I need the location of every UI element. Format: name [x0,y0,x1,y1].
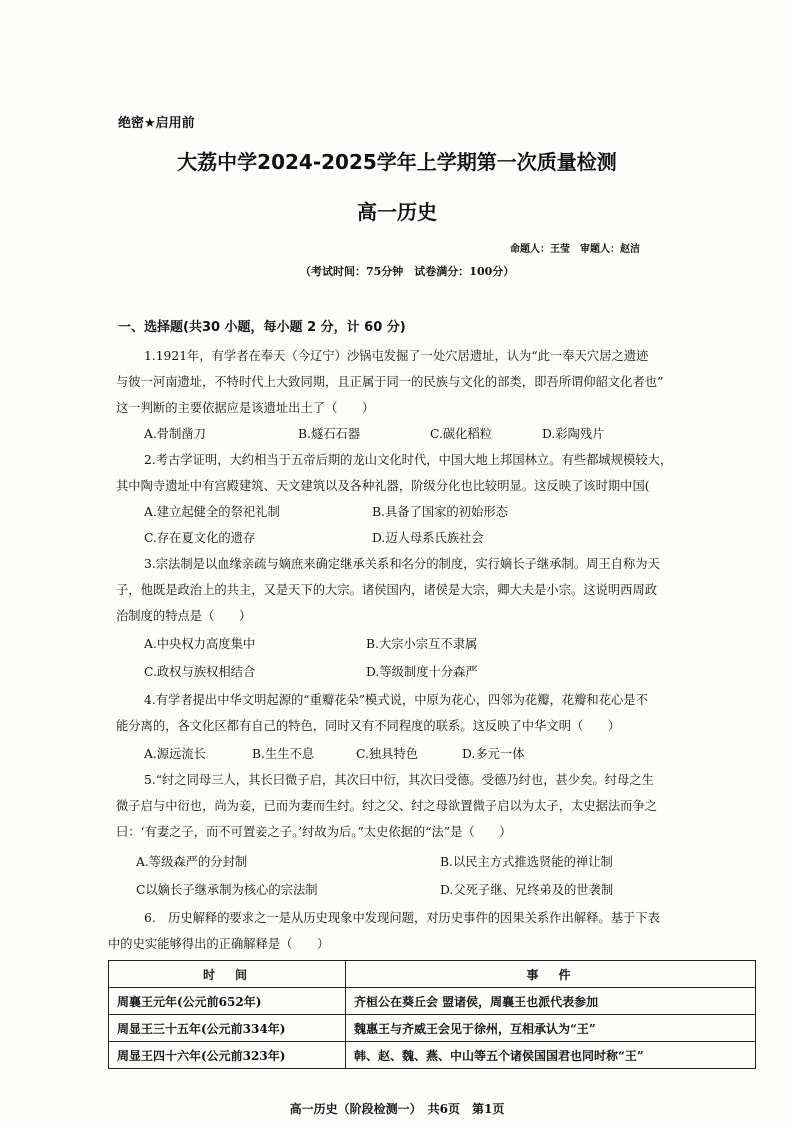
q3-option-a: A.中央权力高度集中 [144,637,256,651]
table-header-time: 时 间 [109,961,346,988]
table-row [109,988,756,1015]
q4-option-d: D.多元一体 [462,747,525,761]
table-row [109,1042,756,1069]
q5-option-c: C以嫡长子继承制为核心的宗法制 [136,883,318,897]
table-cell-time: 周显王三十五年(公元前334年) [109,1015,346,1042]
exam-time-info: （考试时间：75分钟 试卷满分：100分） [300,265,515,278]
table-header-row [109,961,756,988]
q2-line-1: 2.考古学证明，大约相当于五帝后期的龙山文化时代，中国大地上邦国林立。有些都城规模较大， [144,453,673,467]
q5-option-b: B.以民主方式推选贤能的禅让制 [440,855,613,869]
table-cell-event: 韩、赵、魏、燕、中山等五个诸侯国国君也同时称“王” [346,1042,756,1069]
q5-line-1: 5.“纣之同母三人，其长曰微子启，其次曰中衍，其次曰受德。受德乃纣也，甚少矣。纣母之生 [144,773,654,787]
q1-option-b: B.燧石石器 [298,427,361,441]
q4-line-1: 4.有学者提出中华文明起源的“重瓣花朵”模式说，中原为花心，四邻为花瓣，花瓣和花心是不 [144,693,648,707]
q4-option-a: A.源远流长 [144,747,206,761]
table-cell-time: 周襄王元年(公元前652年) [109,988,346,1015]
q3-line-1: 3.宗法制是以血缘亲疏与嫡庶来确定继承关系和名分的制度，实行嫡长子继承制。周王自称为天 [144,557,660,571]
q2-line-2: 其中陶寺遗址中有宫殿建筑、天文建筑以及各种礼器，阶级分化也比较明显。这反映了该时期中国( [116,479,650,493]
events-table [108,960,756,1069]
table-cell-event: 齐桓公在葵丘会 盟诸侯，周襄王也派代表参加 [346,988,756,1015]
q1-line-1: 1.1921年，有学者在奉天（今辽宁）沙锅屯发掘了一处穴居遗址，认为“此一奉天穴居之遗迹 [144,349,649,363]
q1-option-a: A.骨制凿刀 [144,427,206,441]
q3-line-3: 治制度的特点是（ ） [116,609,252,623]
q4-line-2: 能分离的，各文化区都有自己的特色，同时又有不同程度的联系。这反映了中华文明（ ） [116,719,621,733]
q1-option-c: C.碳化稻粒 [430,427,493,441]
q1-option-d: D.彩陶残片 [542,427,605,441]
table-row [109,1015,756,1042]
q6-line-1: 6. 历史解释的要求之一是从历史现象中发现问题，对历史事件的因果关系作出解释。基于下表 [144,911,660,925]
q3-option-c: C.政权与族权相结合 [144,665,256,679]
q4-option-c: C.独具特色 [356,747,419,761]
q5-line-2: 微子启与中衍也，尚为妾，已而为妻而生纣。纣之父、纣之母欲置微子启以为太子，太史据法而争之 [116,799,658,813]
q5-option-d: D.父死子继、兄终弟及的世袭制 [440,883,614,897]
q2-option-a: A.建立起健全的祭祀礼制 [144,505,280,519]
exam-subject: 高一历史 [357,200,437,224]
exam-title: 大荔中学2024-2025学年上学期第一次质量检测 [177,150,617,174]
table-cell-time: 周显王四十六年(公元前323年) [109,1042,346,1069]
table-cell-event: 魏惠王与齐威王会见于徐州，互相承认为“王” [346,1015,756,1042]
q5-option-a: A.等级森严的分封制 [136,855,248,869]
q2-option-c: C.存在夏文化的遗存 [144,531,256,545]
q1-line-3: 这一判断的主要依据应是该遗址出土了（ ） [116,401,375,415]
q4-option-b: B.生生不息 [252,747,315,761]
q2-option-b: B.具备了国家的初始形态 [372,505,508,519]
table-header-event: 事 件 [346,961,756,988]
q3-option-b: B.大宗小宗互不隶属 [366,637,478,651]
q6-line-2: 中的史实能够得出的正确解释是（ ） [108,937,330,951]
q3-line-2: 子，他既是政治上的共主，又是天下的大宗。诸侯国内，诸侯是大宗，卿大夫是小宗。这说明西周政 [116,583,658,597]
exam-authors: 命题人：王莹 审题人：赵洁 [510,244,640,255]
q1-line-2: 与彼一河南遗址，不特时代上大致同期，且正属于同一的民族与文化的部类，即吾所谓仰韶文化者也” [116,375,664,389]
q2-option-d: D.迈人母系氏族社会 [372,531,484,545]
page-footer: 高一历史（阶段检测一） 共6页 第1页 [289,1102,505,1116]
section-heading: 一、选择题(共30 小题，每小题 2 分，计 60 分) [118,320,406,335]
confidential-label: 绝密★启用前 [118,116,195,131]
q3-option-d: D.等级制度十分森严 [366,665,478,679]
q5-line-3: 曰：‘有妻之子，而不可置妾之子。’纣故为后。”太史依据的“法”是（ ） [116,825,512,839]
